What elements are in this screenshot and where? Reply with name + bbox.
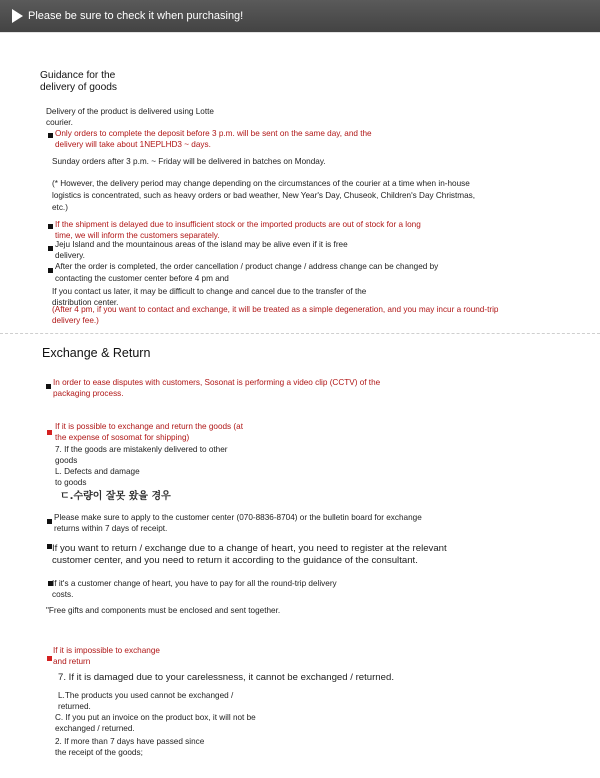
sunday-note: Sunday orders after 3 p.m. ~ Friday will be delivered in batches on Monday. — [52, 157, 326, 166]
possible-heading-2: the expense of sosomat for shipping) — [55, 433, 190, 442]
section-divider — [0, 333, 600, 334]
same-day-2: delivery will take about 1NEPLHD3 ~ days. — [55, 140, 211, 149]
possible-item-2: goods — [55, 456, 78, 465]
delivery-heading-line-2: delivery of goods — [40, 82, 118, 93]
apply-2: returns within 7 days of receipt. — [54, 524, 168, 533]
delivery-intro-2: courier. — [46, 118, 73, 127]
bullet-icon — [48, 246, 53, 251]
after-order-2: contacting the customer center before 4 pm and — [55, 274, 229, 283]
impossible-item-7: the receipt of the goods; — [55, 748, 143, 757]
change-of-heart-1: If you want to return / exchange due to a change of heart, you need to register at the relevant — [52, 543, 447, 554]
impossible-item-6: 2. If more than 7 days have passed since — [55, 737, 205, 746]
impossible-item-2: L.The products you used cannot be exchanged / — [58, 691, 234, 700]
contact-later-1: If you contact us later, it may be difficult to change and cancel due to the transfer of the — [52, 287, 367, 296]
impossible-item-3: returned. — [58, 702, 91, 711]
change-of-heart-2: customer center, and you need to return it according to the guidance of the consultant. — [52, 555, 418, 566]
bullet-icon — [48, 224, 53, 229]
however-1: (* However, the delivery period may change depending on the circumstances of the courier at a time when in-house — [52, 179, 470, 188]
delayed-1: If the shipment is delayed due to insufficient stock or the imported products are out of stock for a long — [55, 220, 421, 229]
pay-1: If it's a customer change of heart, you have to pay for all the round-trip delivery — [52, 579, 337, 588]
impossible-heading-1: If it is impossible to exchange — [53, 646, 160, 655]
exchange-heading: Exchange & Return — [42, 346, 151, 360]
impossible-item-1: 7. If it is damaged due to your carelessness, it cannot be exchanged / returned. — [58, 672, 394, 683]
possible-item-3: L. Defects and damage — [55, 467, 140, 476]
bullet-icon — [48, 268, 53, 273]
impossible-heading-2: and return — [53, 657, 91, 666]
bullet-icon — [47, 519, 52, 524]
pay-2: costs. — [52, 590, 74, 599]
after-4pm-1: (After 4 pm, if you want to contact and exchange, it will be treated as a simple degeneration, and you may incur a round-trip — [52, 305, 499, 314]
possible-item-1: 7. If the goods are mistakenly delivered to other — [55, 445, 228, 454]
delivery-intro-1: Delivery of the product is delivered using Lotte — [46, 107, 214, 116]
top-bar[interactable] — [0, 0, 600, 32]
red-bullet-icon — [47, 656, 52, 661]
delivery-heading-line-1: Guidance for the — [40, 70, 116, 81]
top-bar-title: Please be sure to check it when purchasing! — [28, 10, 244, 22]
delayed-2: time, we will inform the customers separately. — [55, 231, 220, 240]
however-3: etc.) — [52, 203, 68, 212]
bullet-icon — [48, 133, 53, 138]
however-2: logistics is concentrated, such as heavy orders or bad weather, New Year's Day, Chuseok, Children's Day Christmas, — [52, 191, 476, 200]
bullet-icon — [46, 384, 51, 389]
after-order-1: After the order is completed, the order cancellation / product change / address change can be changed by — [55, 262, 439, 271]
korean-quantity-note: ㄷ.수량이 잘못 왔을 경우 — [60, 491, 171, 502]
free-gifts-note: "Free gifts and components must be enclosed and sent together. — [46, 606, 281, 615]
possible-item-4: to goods — [55, 478, 87, 487]
contact-later-2: distribution center. — [52, 298, 119, 307]
after-4pm-2: delivery fee.) — [52, 316, 99, 325]
impossible-item-5: exchanged / returned. — [55, 724, 135, 733]
cctv-1: In order to ease disputes with customers, Sosonat is performing a video clip (CCTV) of the — [53, 378, 381, 387]
top-divider — [0, 32, 600, 33]
cctv-2: packaging process. — [53, 389, 124, 398]
impossible-item-4: C. If you put an invoice on the product box, it will not be — [55, 713, 256, 722]
apply-1: Please make sure to apply to the customer center (070-8836-8704) or the bulletin board for exchange — [54, 513, 422, 522]
possible-heading-1: If it is possible to exchange and return the goods (at — [55, 422, 243, 431]
same-day-1: Only orders to complete the deposit before 3 p.m. will be sent on the same day, and the — [55, 129, 372, 138]
jeju-2: delivery. — [55, 251, 85, 260]
play-triangle-icon — [12, 9, 23, 23]
jeju-1: Jeju Island and the mountainous areas of the island may be alive even if it is free — [55, 240, 348, 249]
red-bullet-icon — [47, 430, 52, 435]
